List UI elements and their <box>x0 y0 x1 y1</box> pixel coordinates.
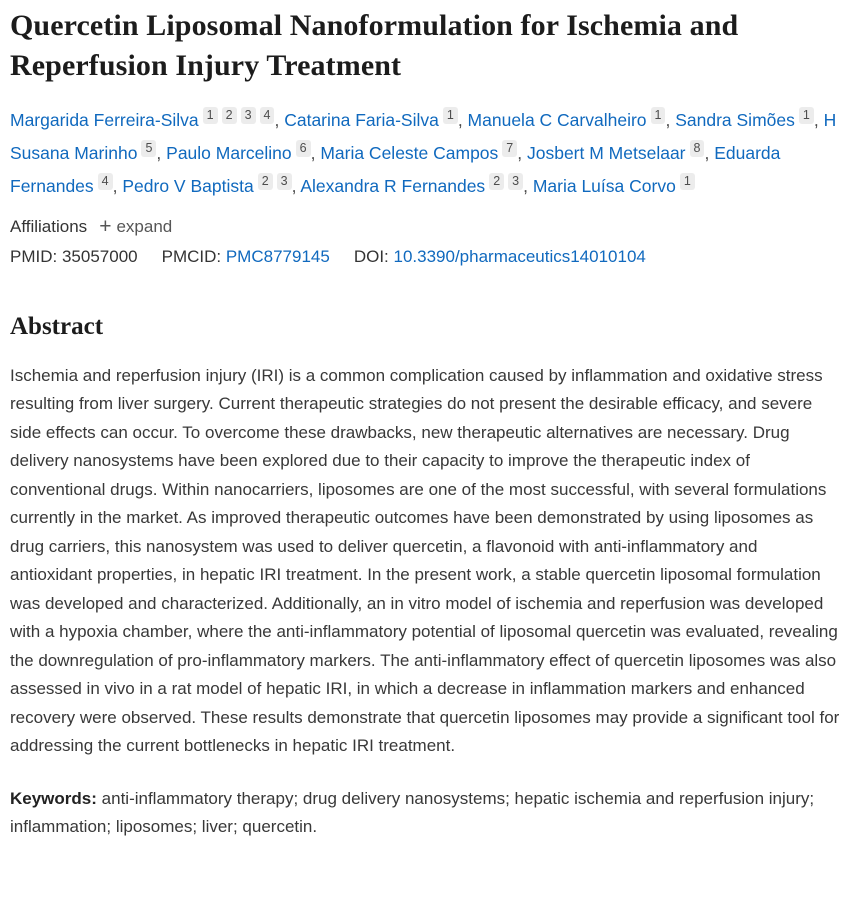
author-link[interactable]: Margarida Ferreira-Silva <box>10 109 199 130</box>
author-link[interactable]: Paulo Marcelino <box>166 142 292 163</box>
author-separator: , <box>112 175 123 196</box>
pmcid-label: PMCID: <box>161 246 222 266</box>
affiliation-number-badge: 2 <box>489 173 504 190</box>
affiliation-number-badge: 1 <box>443 107 458 124</box>
affiliations-expand-button[interactable] <box>99 217 172 237</box>
affiliation-number-badge: 7 <box>502 140 517 157</box>
pmid-label: PMID: <box>10 246 58 266</box>
keywords-text: anti-inflammatory therapy; drug delivery nanosystems; hepatic ischemia and reperfusion injury; inflammation; liposomes; liver; quercetin. <box>10 788 815 837</box>
affiliation-number-badge: 2 <box>222 107 237 124</box>
author-link[interactable]: Manuela C Carvalheiro <box>467 109 647 130</box>
doi-link[interactable]: 10.3390/pharmaceutics14010104 <box>393 246 646 266</box>
keywords-paragraph <box>10 785 844 842</box>
author-separator: , <box>310 142 321 163</box>
affiliation-number-badge: 6 <box>296 140 311 157</box>
plus-icon: + <box>99 215 112 239</box>
author-link[interactable]: Catarina Faria-Silva <box>284 109 439 130</box>
affiliation-number-badge: 1 <box>651 107 666 124</box>
author-separator: , <box>291 175 301 196</box>
abstract-text: Ischemia and reperfusion injury (IRI) is a common complication caused by inflammation and oxidative stress resulting from liver surgery. Current therapeutic strategies do not present the desirable efficacy, and severe side effects can occur. To overcome these drawbacks, new therapeutic alternatives are necessary. Drug delivery nanosystems have been explored due to their capacity to improve the therapeutic index of conventional drugs. Within nanocarriers, liposomes are one of the most successful, with several formulations currently in the market. As improved therapeutic outcomes have been demonstrated by using liposomes as drug carriers, this nanosystem was used to deliver quercetin, a flavonoid with anti-inflammatory and antioxidant properties, in hepatic IRI treatment. In the present work, a stable quercetin liposomal formulation was developed and characterized. Additionally, an in vitro model of ischemia and reperfusion was developed with a hypoxia chamber, where the anti-inflammatory potential of liposomal quercetin was evaluated, revealing the downregulation of pro-inflammatory markers. The anti-inflammatory effect of quercetin liposomes was also assessed in vivo in a rat model of hepatic IRI, in which a decrease in inflammation markers and enhanced recovery were observed. These results demonstrate that quercetin liposomes may provide a significant tool for addressing the current bottlenecks in hepatic IRI treatment. <box>10 365 840 756</box>
author-separator: , <box>813 109 824 130</box>
affiliation-number-badge: 8 <box>690 140 705 157</box>
author-link[interactable]: H Susana Marinho <box>10 109 837 163</box>
affiliation-number-badge: 3 <box>277 173 292 190</box>
affiliation-number-badge: 1 <box>203 107 218 124</box>
doi-group <box>354 247 646 267</box>
pmcid-group <box>162 247 330 267</box>
doi-label: DOI: <box>353 246 389 266</box>
keywords-label: Keywords: <box>10 788 97 808</box>
pmid-group <box>10 247 138 267</box>
pmcid-link[interactable]: PMC8779145 <box>225 246 330 266</box>
affiliation-number-badge: 5 <box>141 140 156 157</box>
affiliations-label: Affiliations <box>10 216 88 236</box>
author-link[interactable]: Eduarda Fernandes <box>10 142 781 196</box>
affiliation-number-badge: 3 <box>241 107 256 124</box>
affiliation-number-badge: 4 <box>260 107 275 124</box>
author-separator: , <box>665 109 676 130</box>
author-separator: , <box>517 142 527 163</box>
affiliation-number-badge: 1 <box>680 173 695 190</box>
affiliation-number-badge: 1 <box>799 107 814 124</box>
affiliation-number-badge: 3 <box>508 173 523 190</box>
author-separator: , <box>457 109 468 130</box>
affiliation-number-badge: 4 <box>98 173 113 190</box>
abstract-heading: Abstract <box>10 312 104 340</box>
authors-list <box>10 104 844 203</box>
identifiers-row <box>10 247 844 267</box>
author-link[interactable]: Pedro V Baptista <box>122 175 254 196</box>
author-separator: , <box>274 109 285 130</box>
author-link[interactable]: Alexandra R Fernandes <box>300 175 486 196</box>
author-link[interactable]: Sandra Simões <box>675 109 795 130</box>
author-link[interactable]: Josbert M Metselaar <box>526 142 686 163</box>
affiliations-row <box>10 217 844 237</box>
author-link[interactable]: Maria Celeste Campos <box>320 142 499 163</box>
expand-label: expand <box>116 216 173 236</box>
affiliation-number-badge: 2 <box>258 173 273 190</box>
author-separator: , <box>523 175 533 196</box>
author-separator: , <box>704 142 715 163</box>
author-link[interactable]: Maria Luísa Corvo <box>532 175 676 196</box>
pmid-value: 35057000 <box>61 246 138 266</box>
page-title: Quercetin Liposomal Nanoformulation for Ischemia and Reperfusion Injury Treatment <box>10 9 739 82</box>
author-separator: , <box>156 142 167 163</box>
